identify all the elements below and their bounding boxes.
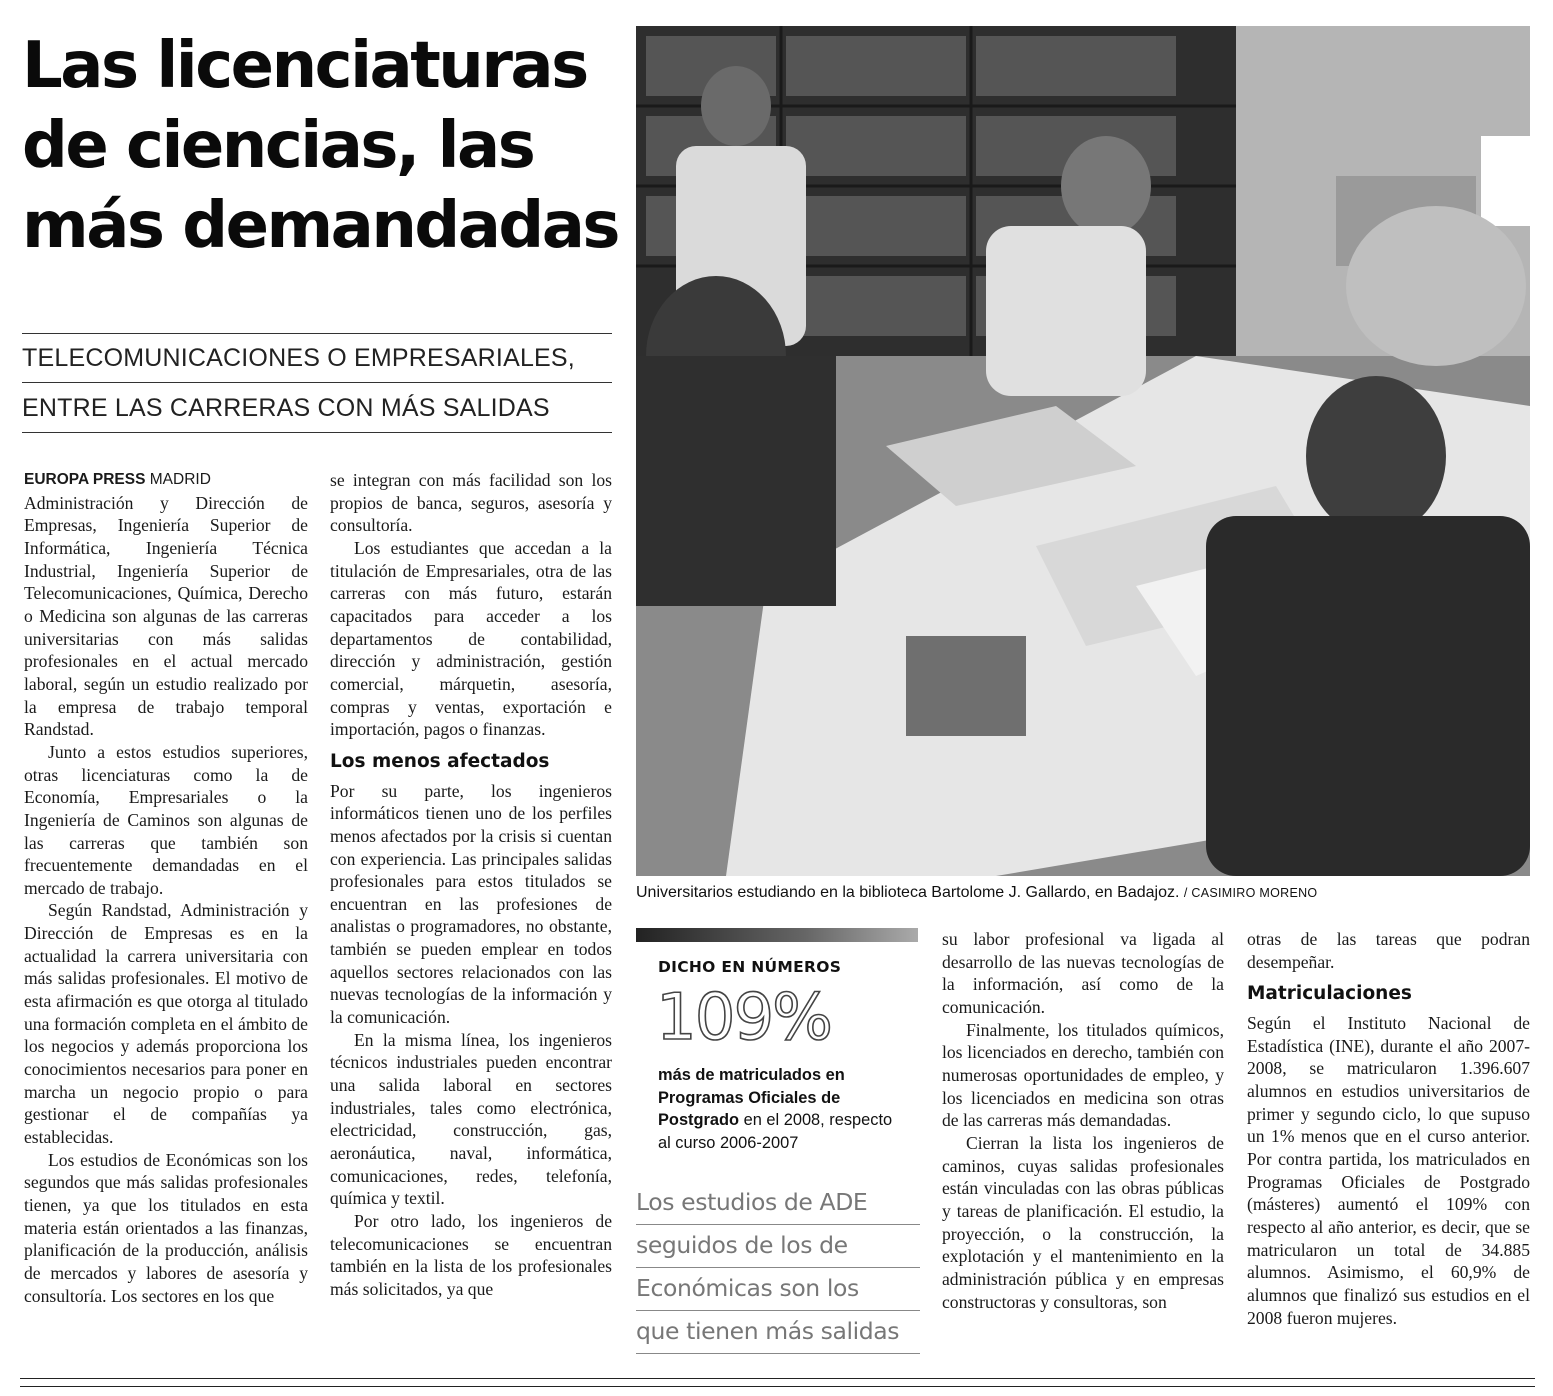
paragraph: Según el Instituto Nacional de Estadística (INE), durante el año 2007-2008, se matricularon 1.396.607 alumnos en estudios universitarios de primer y segundo ciclo, lo que supuso un 1% menos que en el curso anterior. Por contra partida, los matriculados en Programas Oficiales de Postgrado (másteres) aumentó el 109% con respecto al año anterior, es decir, que se matricularon un total de 34.885 alumnos. Asimismo, el 60,9% de alumnos que finalizó sus estudios en el 2008 fueron mujeres. — [1247, 1012, 1530, 1328]
subhead-matriculaciones: Matriculaciones — [1247, 983, 1412, 1005]
stat-box-label: DICHO EN NÚMEROS — [658, 958, 842, 976]
photo-credit: / CASIMIRO MORENO — [1183, 886, 1318, 900]
kicker-middle-rule — [22, 382, 612, 383]
paragraph: Cierran la lista los ingenieros de caminos, cuyas salidas profesionales están vinculadas con las obras públicas y tareas de planificación. El estudio, la proyección, o la construcción, la explotación y el mantenimiento en la administración pública y en empresas constructoras y consultoras, son — [942, 1132, 1224, 1312]
byline — [24, 469, 308, 492]
stat-desc-rest: en el 2008, respecto al curso 2006-2007 — [658, 1111, 893, 1152]
kicker-bottom-rule — [22, 432, 612, 433]
caption-text: Universitarios estudiando en la biblioteca Bartolome J. Gallardo, en Badajoz. — [636, 884, 1180, 901]
paragraph: Finalmente, los titulados químicos, los licenciados en derecho, también con numerosas oportunidades de empleo, y los licenciados en medicina son otras de las carreras más demandadas. — [942, 1019, 1224, 1131]
kicker-line-2: ENTRE LAS CARRERAS CON MÁS SALIDAS — [22, 394, 550, 422]
stat-box-description — [658, 1064, 898, 1154]
paragraph: otras de las tareas que podran desempeñar. — [1247, 929, 1530, 972]
pull-quote — [636, 1182, 920, 1354]
article-column-3 — [942, 928, 1224, 1313]
paragraph: Según Randstad, Administración y Dirección de Empresas es en la actualidad la carrera universitaria con más salidas profesionales. El motivo de esta afirmación es que otorga al titulado una formación completa en el ámbito de los negocios y además proporciona los conocimientos necesarios para poner en marcha un negocio propio o para gestionar el de compañías ya establecidas. — [24, 900, 308, 1148]
stat-box-header-bar — [636, 928, 918, 942]
pull-quote-line: seguidos de los de — [636, 1225, 920, 1268]
bottom-rule — [20, 1386, 1535, 1387]
library-photo — [636, 26, 1530, 876]
stat-box-value: 109% — [656, 981, 831, 1055]
paragraph: Por su parte, los ingenieros informáticos tienen uno de los perfiles menos afectados por la crisis si cuentan con experiencia. Las principales salidas profesionales para estos titulados se encuentran en las profesiones de analistas o programadores, no obstante, también se pueden emplear en todos aquellos sectores relacionados con las nuevas tecnologías de la información y la comunicación. — [330, 780, 612, 1028]
byline-city: MADRID — [149, 471, 211, 488]
article-column-1 — [24, 469, 308, 1307]
headline: Las licenciaturas de ciencias, las más demandadas — [22, 29, 618, 263]
kicker-top-rule — [22, 333, 612, 334]
article-column-2 — [330, 469, 612, 1301]
paragraph: Los estudiantes que accedan a la titulación de Empresariales, otra de las carreras con más futuro, estarán capacitados para acceder a los departamentos de contabilidad, dirección y administración, gestión comercial, márquetin, asesoría, compras y ventas, exportación e importación, pagos o finanzas. — [330, 537, 612, 740]
stat-desc-bold: más de matriculados en Programas Oficiales de Postgrado — [658, 1066, 845, 1129]
pull-quote-line: Económicas son los — [636, 1268, 920, 1311]
byline-agency: EUROPA PRESS — [24, 471, 146, 488]
paragraph: se integran con más facilidad son los propios de banca, seguros, asesoría y consultoría. — [330, 470, 612, 536]
photo-caption — [636, 884, 1536, 902]
pull-quote-line: Los estudios de ADE — [636, 1182, 920, 1225]
paragraph: Por otro lado, los ingenieros de telecomunicaciones se encuentran también en la lista de los profesionales más solicitados, ya que — [330, 1211, 612, 1299]
library-photo-illustration — [636, 26, 1530, 876]
paragraph: En la misma línea, los ingenieros técnicos industriales pueden encontrar una salida laboral en sectores industriales, tales como electrónica, electricidad, construcción, gas, aeronáutica, naval, informática, comunicaciones, redes, telefonía, química y textil. — [330, 1029, 612, 1209]
subhead-menos-afectados: Los menos afectados — [330, 750, 550, 772]
kicker-line-1: TELECOMUNICACIONES O EMPRESARIALES, — [22, 344, 575, 372]
paragraph: Los estudios de Económicas son los segundos que más salidas profesionales tienen, ya que los titulados en esta materia están orientados a las finanzas, planificación de la producción, análisis de mercados y labores de asesoría y consultoría. Los sectores en los que — [24, 1149, 308, 1306]
paragraph: su labor profesional va ligada al desarrollo de las nuevas tecnologías de la información, así como de la comunicación. — [942, 929, 1224, 1017]
article-column-4 — [1247, 928, 1530, 1329]
paragraph: Administración y Dirección de Empresas, Ingeniería Superior de Informática, Ingeniería Técnica Industrial, Ingeniería Superior de Telecomunicaciones, Química, Derecho o Medicina son algunas de las carreras universitarias con más salidas profesionales en el actual mercado laboral, según un estudio realizado por la empresa de trabajo temporal Randstad. — [24, 492, 308, 740]
pull-quote-line: que tienen más salidas — [636, 1311, 920, 1354]
bottom-rule — [20, 1378, 1535, 1379]
paragraph: Junto a estos estudios superiores, otras licenciaturas como la de Economía, Empresariales o la Ingeniería de Caminos son algunas de las carreras que también son frecuentemente demandadas en el mercado de trabajo. — [24, 741, 308, 898]
